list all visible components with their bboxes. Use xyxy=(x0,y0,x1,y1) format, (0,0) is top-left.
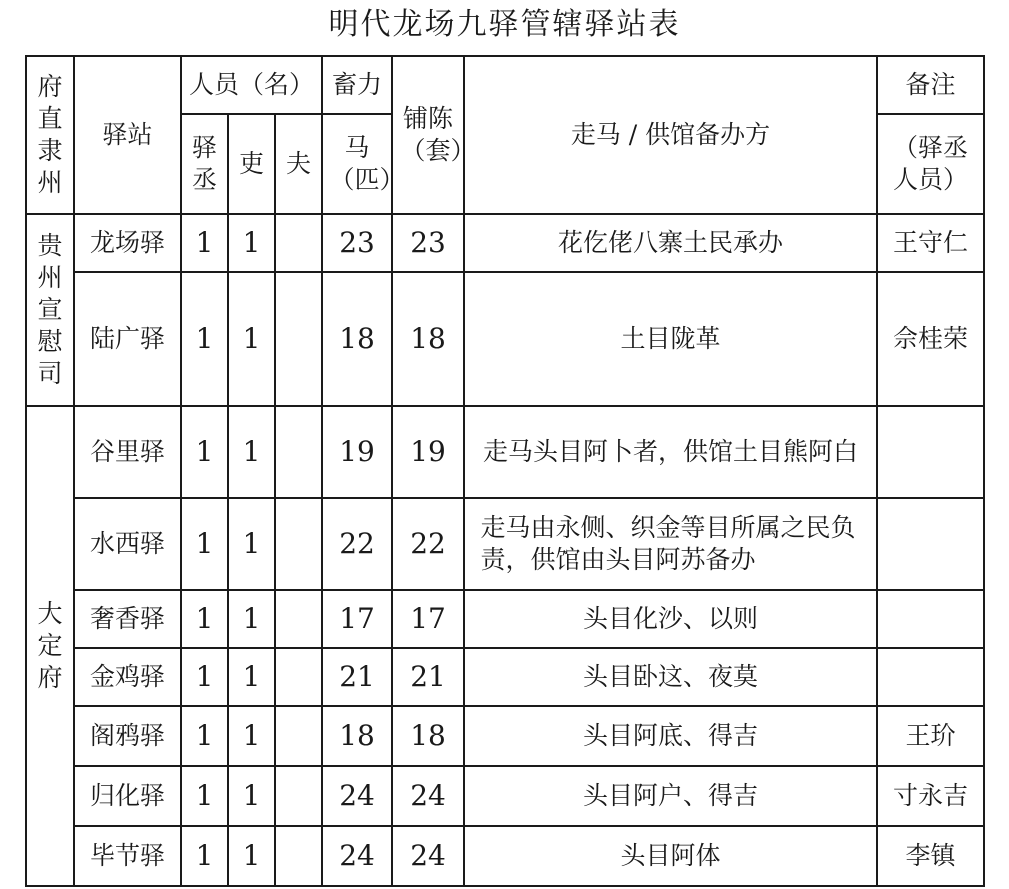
table-row xyxy=(26,498,984,590)
header-row-1 xyxy=(26,56,984,114)
bedding-cell: 24 xyxy=(392,766,464,826)
horses-cell: 18 xyxy=(322,706,392,766)
remark-cell: 佘桂荣 xyxy=(877,272,984,406)
bedding-cell: 17 xyxy=(392,590,464,648)
header-yicheng: 驿丞 xyxy=(181,114,228,214)
station-cell: 毕节驿 xyxy=(74,826,181,886)
header-remarks: 备注 xyxy=(877,56,984,114)
remark-cell xyxy=(877,498,984,590)
remark-cell xyxy=(877,406,984,498)
remark-cell: 王守仁 xyxy=(877,214,984,272)
table-row xyxy=(26,590,984,648)
li-cell: 1 xyxy=(228,706,275,766)
yicheng-cell: 1 xyxy=(181,766,228,826)
bedding-cell: 22 xyxy=(392,498,464,590)
header-bedding: 铺陈（套） xyxy=(392,56,464,214)
horses-cell: 21 xyxy=(322,648,392,706)
bedding-cell: 19 xyxy=(392,406,464,498)
li-cell: 1 xyxy=(228,498,275,590)
header-horses: 马（匹） xyxy=(322,114,392,214)
fu-cell xyxy=(275,214,322,272)
li-cell: 1 xyxy=(228,590,275,648)
station-cell: 谷里驿 xyxy=(74,406,181,498)
group-cell: 大定府 xyxy=(26,406,74,886)
table-row xyxy=(26,406,984,498)
bedding-cell: 23 xyxy=(392,214,464,272)
station-cell: 金鸡驿 xyxy=(74,648,181,706)
horses-cell: 24 xyxy=(322,826,392,886)
yicheng-cell: 1 xyxy=(181,826,228,886)
group-cell: 贵州宣慰司 xyxy=(26,214,74,406)
fu-cell xyxy=(275,590,322,648)
table-row xyxy=(26,826,984,886)
horses-cell: 22 xyxy=(322,498,392,590)
station-cell: 阁鸦驿 xyxy=(74,706,181,766)
remark-cell: 李镇 xyxy=(877,826,984,886)
office-cell: 头目阿体 xyxy=(464,826,877,886)
yicheng-cell: 1 xyxy=(181,706,228,766)
fu-cell xyxy=(275,498,322,590)
fu-cell xyxy=(275,406,322,498)
remark-cell xyxy=(877,648,984,706)
fu-cell xyxy=(275,826,322,886)
header-animals: 畜力 xyxy=(322,56,392,114)
header-station: 驿站 xyxy=(74,56,181,214)
station-cell: 水西驿 xyxy=(74,498,181,590)
office-cell: 走马由永侧、织金等目所属之民负责，供馆由头目阿苏备办 xyxy=(464,498,877,590)
bedding-cell: 21 xyxy=(392,648,464,706)
office-cell: 头目化沙、以则 xyxy=(464,590,877,648)
horses-cell: 18 xyxy=(322,272,392,406)
yicheng-cell: 1 xyxy=(181,648,228,706)
office-cell: 走马头目阿卜者，供馆土目熊阿白 xyxy=(464,406,877,498)
li-cell: 1 xyxy=(228,406,275,498)
table-row xyxy=(26,648,984,706)
fu-cell xyxy=(275,766,322,826)
horses-cell: 19 xyxy=(322,406,392,498)
remark-cell: 王玠 xyxy=(877,706,984,766)
yicheng-cell: 1 xyxy=(181,272,228,406)
bedding-cell: 18 xyxy=(392,272,464,406)
fu-cell xyxy=(275,706,322,766)
table-row xyxy=(26,766,984,826)
yicheng-cell: 1 xyxy=(181,214,228,272)
li-cell: 1 xyxy=(228,272,275,406)
bedding-cell: 18 xyxy=(392,706,464,766)
office-cell: 头目阿底、得吉 xyxy=(464,706,877,766)
fu-cell xyxy=(275,272,322,406)
office-cell: 花仡佬八寨土民承办 xyxy=(464,214,877,272)
table-title: 明代龙场九驿管辖驿站表 xyxy=(328,7,681,42)
office-cell: 头目阿户、得吉 xyxy=(464,766,877,826)
li-cell: 1 xyxy=(228,766,275,826)
li-cell: 1 xyxy=(228,826,275,886)
yicheng-cell: 1 xyxy=(181,590,228,648)
horses-cell: 23 xyxy=(322,214,392,272)
li-cell: 1 xyxy=(228,648,275,706)
office-cell: 土目陇革 xyxy=(464,272,877,406)
station-cell: 陆广驿 xyxy=(74,272,181,406)
station-cell: 归化驿 xyxy=(74,766,181,826)
header-li: 吏 xyxy=(228,114,275,214)
station-cell: 龙场驿 xyxy=(74,214,181,272)
header-fu: 夫 xyxy=(275,114,322,214)
li-cell: 1 xyxy=(228,214,275,272)
header-personnel: 人员（名） xyxy=(181,56,322,114)
office-cell: 头目卧这、夜莫 xyxy=(464,648,877,706)
fu-cell xyxy=(275,648,322,706)
header-office: 走马 / 供馆备办方 xyxy=(464,56,877,214)
table-row xyxy=(26,272,984,406)
bedding-cell: 24 xyxy=(392,826,464,886)
horses-cell: 17 xyxy=(322,590,392,648)
station-cell: 奢香驿 xyxy=(74,590,181,648)
yicheng-cell: 1 xyxy=(181,406,228,498)
remark-cell: 寸永吉 xyxy=(877,766,984,826)
remark-cell xyxy=(877,590,984,648)
horses-cell: 24 xyxy=(322,766,392,826)
yicheng-cell: 1 xyxy=(181,498,228,590)
header-remarks-sub: （驿丞人员） xyxy=(877,114,984,214)
table-row xyxy=(26,706,984,766)
table-row xyxy=(26,214,984,272)
station-table xyxy=(25,55,985,887)
header-jurisdiction: 府直隶州 xyxy=(26,56,74,214)
